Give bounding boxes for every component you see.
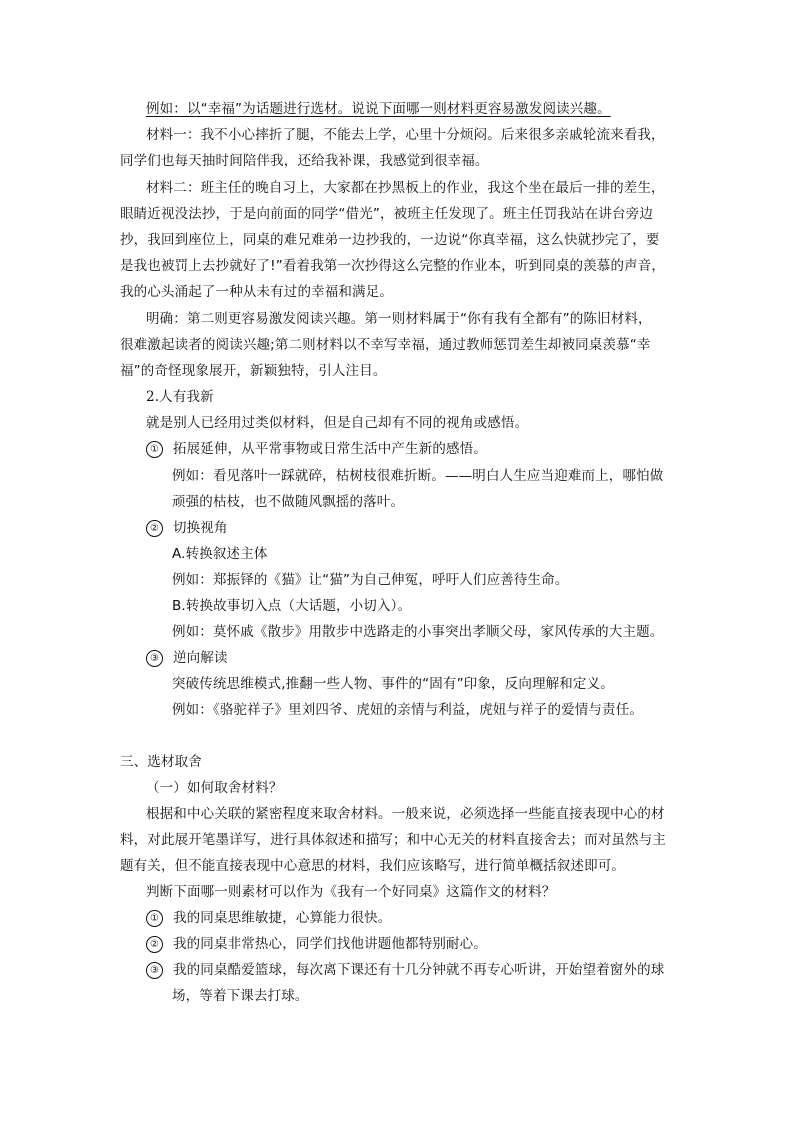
section-2-heading: 2.人有我新 — [146, 389, 214, 405]
circled-number-3: ③ — [146, 650, 163, 667]
item-3-description: 突破传统思维模式,推翻一些人物、事件的“固有”印象，反向理解和定义。 — [172, 676, 614, 692]
judge-option-2: ② 我的同桌非常热心，同学们找他讲题他都特别耐心。 — [146, 934, 487, 954]
section-2-definition: 就是别人已经用过类似材料，但是自己却有不同的视角或感悟。 — [146, 415, 529, 431]
item-3-title: ③ 逆向解读 — [146, 648, 228, 668]
section-3-para-line-1: 根据和中心关联的紧密程度来取舍材料。一般来说，必须选择一些能直接表现中心的材 — [146, 806, 665, 822]
circled-number-2: ② — [146, 520, 163, 537]
item-1-title: ① 拓展延伸，从平常事物或日常生活中产生新的感悟。 — [146, 439, 487, 459]
material-2-line-4: 是我也被罚上去抄就好了!”看着我第一次抄得这么完整的作业本，听到同桌的羡慕的声音， — [120, 258, 666, 274]
section-3-heading: 三、选材取舍 — [120, 754, 202, 770]
item-2-title: ② 切换视角 — [146, 518, 228, 538]
item-2-a: A.转换叙述主体 — [172, 546, 268, 562]
judge-option-3: ③ 我的同桌酷爱篮球，每次离下课还有十几分钟就不再专心听讲，开始望着窗外的球 — [146, 960, 664, 980]
section-3-para-line-3: 题有关，但不能直接表现中心意思的材料，我们应该略写，进行简单概括叙述即可。 — [120, 858, 626, 874]
item-2-a-example: 例如：郑振铎的《猫》让“猫”为自己伸冤，呼吁人们应善待生命。 — [172, 572, 569, 588]
circled-number-2: ② — [146, 936, 163, 953]
material-1-line-1: 材料一：我不小心摔折了腿，不能去上学，心里十分烦闷。后来很多亲戚轮流来看我， — [146, 127, 665, 143]
item-3-example: 例如：《骆驼祥子》里刘四爷、虎妞的亲情与利益，虎妞与祥子的爱情与责任。 — [172, 702, 643, 718]
item-1-example-line-1: 例如：看见落叶一踩就碎，枯树枝很难折断。——明白人生应当迎难而上，哪怕做 — [172, 468, 664, 484]
clarify-line-2: 很难激起读者的阅读兴趣;第二则材料以不幸写幸福，通过教师惩罚差生却被同桌羡慕“幸 — [120, 337, 651, 353]
material-1-line-2: 同学们也每天抽时间陪伴我，还给我补课，我感觉到很幸福。 — [120, 153, 489, 169]
section-3-subheading: （一）如何取舍材料？ — [146, 780, 283, 796]
material-2-line-2: 眼睛近视没法抄，于是向前面的同学“借光”，被班主任发现了。班主任罚我站在讲台旁边 — [120, 206, 653, 222]
material-2-line-1: 材料二：班主任的晚自习上，大家都在抄黑板上的作业，我这个坐在最后一排的差生， — [146, 180, 665, 196]
section-3-para-line-2: 料，对此展开笔墨详写，进行具体叙述和描写；和中心无关的材料直接舍去；而对虽然与主 — [120, 832, 666, 848]
clarify-line-3: 福”的奇怪现象展开，新颖独特，引人注目。 — [120, 363, 387, 379]
item-1-example-line-2: 顽强的枯枝，也不做随风飘摇的落叶。 — [172, 494, 405, 510]
judge-option-1: ① 我的同桌思维敏捷，心算能力很快。 — [146, 908, 391, 928]
clarify-line-1: 明确：第二则更容易激发阅读兴趣。第一则材料属于“你有我有全都有”的陈旧材料， — [146, 311, 652, 327]
item-2-b: B.转换故事切入点（大话题，小切入）。 — [172, 598, 412, 614]
example-intro: 例如：以“幸福”为话题进行选材。说说下面哪一则材料更容易激发阅读兴趣。 — [146, 101, 611, 117]
judge-option-3-line-2: 场，等着下课去打球。 — [172, 988, 309, 1004]
material-2-line-3: 抄，我回到座位上，同桌的难兄难弟一边抄我的，一边说“你真幸福，这么快就抄完了，要 — [120, 232, 660, 248]
circled-number-1: ① — [146, 441, 163, 458]
item-2-b-example: 例如：莫怀戚《散步》用散步中选路走的小事突出孝顺父母，家风传承的大主题。 — [172, 624, 664, 640]
material-2-line-5: 我的心头涌起了一种从未有过的幸福和满足。 — [120, 284, 393, 300]
circled-number-1: ① — [146, 910, 163, 927]
circled-number-3: ③ — [146, 962, 163, 979]
judge-question: 判断下面哪一则素材可以作为《我有一个好同桌》这篇作文的材料？ — [146, 884, 556, 900]
